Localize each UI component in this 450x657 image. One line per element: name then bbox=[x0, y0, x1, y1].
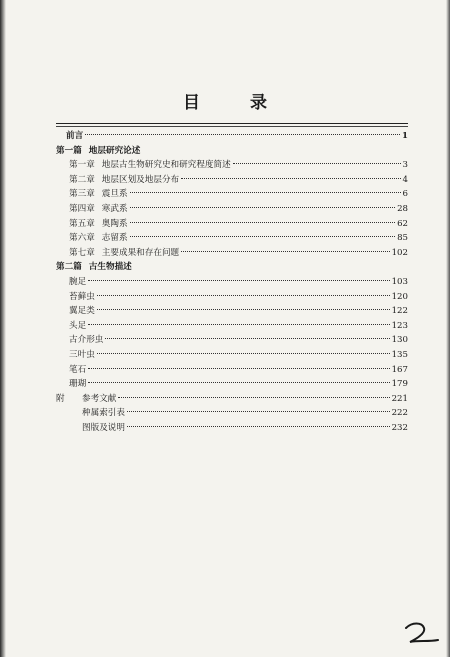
toc-entry-coral[interactable] bbox=[56, 377, 408, 392]
toc-chapter-number: 第四章 bbox=[69, 203, 95, 214]
toc-entry-page: 62 bbox=[397, 218, 408, 229]
title-rule bbox=[56, 123, 408, 124]
toc-entry-page: 135 bbox=[391, 349, 408, 360]
toc-entry-chapter-1[interactable] bbox=[56, 158, 408, 173]
toc-entry-label: 苔藓虫 bbox=[69, 291, 95, 302]
toc-entry-plates[interactable] bbox=[56, 421, 408, 436]
toc-part-number: 第一篇 bbox=[56, 145, 82, 156]
toc-entry-label: 腕足 bbox=[69, 276, 87, 287]
toc-entry-page: 130 bbox=[391, 335, 408, 346]
dot-leader bbox=[88, 324, 389, 325]
toc-chapter-number: 第五章 bbox=[69, 218, 95, 229]
toc-part-label: 地层研究论述 bbox=[88, 145, 141, 156]
dot-leader bbox=[88, 368, 389, 369]
toc-entry-label: 前言 bbox=[66, 131, 84, 141]
toc-entry-page: 4 bbox=[402, 174, 408, 185]
toc-entry-page: 120 bbox=[391, 291, 408, 302]
toc-chapter-number: 第七章 bbox=[69, 247, 95, 258]
toc-entry-chapter-4[interactable] bbox=[56, 202, 408, 217]
toc-entry-graptolithina[interactable] bbox=[56, 363, 408, 378]
dot-leader bbox=[130, 192, 401, 193]
toc-entry-label: 参考文献 bbox=[82, 393, 117, 404]
toc-entry-label: 珊瑚 bbox=[69, 379, 87, 390]
toc-entry-label: 三叶虫 bbox=[69, 349, 95, 360]
toc-entry-label: 种属索引表 bbox=[82, 408, 125, 419]
dot-leader bbox=[88, 280, 389, 281]
appendix-mark: 附 bbox=[56, 393, 65, 404]
toc-entry-page: 232 bbox=[391, 422, 408, 433]
toc-entry-brachiopoda[interactable] bbox=[56, 275, 408, 290]
toc-entry-trilobita[interactable] bbox=[56, 348, 408, 363]
toc-entry-preface[interactable] bbox=[56, 129, 408, 144]
toc-entry-page: 103 bbox=[391, 276, 408, 287]
toc-chapter-number: 第三章 bbox=[69, 189, 95, 200]
toc-entry-chapter-3[interactable] bbox=[56, 187, 408, 202]
toc-entry-chapter-5[interactable] bbox=[56, 217, 408, 232]
dot-leader bbox=[181, 251, 389, 252]
toc-entry-label: 奥陶系 bbox=[101, 218, 128, 229]
toc-entry-label: 图版及说明 bbox=[82, 422, 125, 433]
toc-entry-label: 寒武系 bbox=[101, 203, 128, 214]
toc-part-label: 古生物描述 bbox=[88, 262, 132, 273]
dot-leader bbox=[130, 207, 395, 208]
toc-entry-label: 笔石 bbox=[69, 364, 87, 375]
toc-entry-page: 221 bbox=[391, 393, 408, 404]
toc-entry-ostracoda[interactable] bbox=[56, 333, 408, 348]
toc-entry-chapter-6[interactable] bbox=[56, 231, 408, 246]
toc-chapter-number: 第六章 bbox=[69, 233, 95, 244]
toc-part-number: 第二篇 bbox=[56, 262, 82, 273]
toc-entry-page: 1 bbox=[402, 131, 408, 141]
toc-entry-chapter-2[interactable] bbox=[56, 173, 408, 188]
table-of-contents bbox=[56, 129, 408, 435]
toc-entry-chapter-7[interactable] bbox=[56, 246, 408, 261]
toc-entry-page: 6 bbox=[402, 189, 408, 200]
toc-entry-page: 102 bbox=[391, 247, 408, 258]
title-rule-thin bbox=[56, 126, 408, 127]
dot-leader bbox=[130, 236, 395, 237]
toc-entry-label: 志留系 bbox=[101, 233, 128, 244]
dot-leader bbox=[130, 222, 395, 223]
toc-entry-label: 古介形虫 bbox=[69, 335, 104, 346]
dot-leader bbox=[88, 382, 389, 383]
dot-leader bbox=[233, 163, 401, 164]
toc-part-2[interactable] bbox=[56, 260, 408, 275]
toc-entry-bryozoa[interactable] bbox=[56, 290, 408, 305]
dot-leader bbox=[127, 411, 390, 412]
dot-leader bbox=[118, 397, 389, 398]
toc-entry-page: 85 bbox=[397, 233, 408, 244]
toc-entry-cephalopoda[interactable] bbox=[56, 319, 408, 334]
toc-chapter-number: 第一章 bbox=[69, 160, 95, 171]
toc-entry-label: 头足 bbox=[69, 320, 87, 331]
handwritten-mark-icon bbox=[402, 618, 442, 648]
toc-entry-page: 167 bbox=[391, 364, 408, 375]
toc-entry-label: 震旦系 bbox=[101, 189, 128, 200]
toc-entry-page: 222 bbox=[391, 408, 408, 419]
dot-leader bbox=[97, 309, 390, 310]
dot-leader bbox=[97, 295, 390, 296]
toc-chapter-number: 第二章 bbox=[69, 174, 95, 185]
toc-entry-label: 主要成果和存在问题 bbox=[101, 247, 180, 258]
toc-entry-page: 122 bbox=[391, 306, 408, 317]
toc-entry-page: 123 bbox=[391, 320, 408, 331]
dot-leader bbox=[97, 353, 390, 354]
dot-leader bbox=[85, 134, 400, 135]
page-title: 目 录 bbox=[183, 93, 289, 113]
dot-leader bbox=[105, 338, 389, 339]
toc-entry-pteropoda[interactable] bbox=[56, 304, 408, 319]
dot-leader bbox=[181, 178, 400, 179]
toc-entry-page: 179 bbox=[391, 379, 408, 390]
toc-entry-page: 28 bbox=[397, 203, 408, 214]
dot-leader bbox=[127, 426, 390, 427]
toc-entry-label: 地层区划及地层分布 bbox=[101, 174, 180, 185]
toc-entry-taxa-index[interactable] bbox=[56, 406, 408, 421]
toc-entry-label: 地层古生物研究史和研究程度简述 bbox=[101, 160, 231, 171]
toc-entry-page: 3 bbox=[402, 160, 408, 171]
toc-entry-references[interactable] bbox=[56, 392, 408, 407]
toc-entry-label: 翼足类 bbox=[69, 306, 95, 317]
toc-part-1[interactable] bbox=[56, 144, 408, 159]
